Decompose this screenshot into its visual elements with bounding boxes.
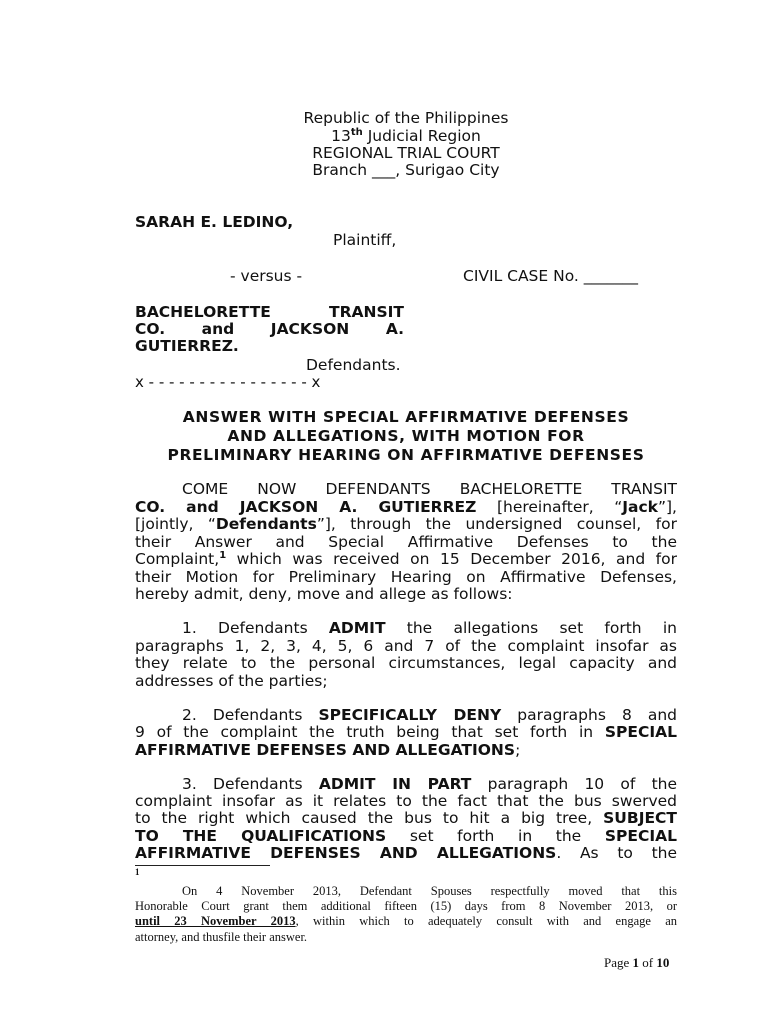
pleading-title-line2: AND ALLEGATIONS, WITH MOTION FOR — [227, 427, 585, 445]
para2-line1: 2. Defendants SPECIFICALLY DENY paragraphs 8 and — [182, 706, 678, 724]
footnote-reference: 1 — [219, 549, 227, 561]
footnote-separator — [135, 865, 270, 866]
defendants-role: Defendants. — [306, 356, 401, 374]
defendants-name-line3: GUTIERREZ. — [135, 337, 239, 355]
para3-line2: complaint insofar as it relates to the fact that the bus swerved — [135, 792, 677, 810]
caption-separator: x - - - - - - - - - - - - - - - - x — [135, 373, 321, 391]
civil-case-number: CIVIL CASE No. _______ — [463, 267, 639, 285]
para1-line1: 1. Defendants ADMIT the allegations set forth in — [182, 619, 677, 637]
header-branch: Branch ___, Surigao City — [312, 161, 500, 179]
intro-line7: hereby admit, deny, move and allege as follows: — [135, 585, 513, 603]
intro-line6: their Motion for Preliminary Hearing on Affirmative Defenses, — [135, 568, 677, 586]
footnote-line4: attorney, and thusfile their answer. — [135, 930, 308, 944]
plaintiff-name: SARAH E. LEDINO, — [135, 213, 294, 231]
para3-line3: to the right which caused the bus to hit a big tree, SUBJECT — [135, 809, 677, 827]
plaintiff-role: Plaintiff, — [333, 231, 397, 249]
para3-line5: AFFIRMATIVE DEFENSES AND ALLEGATIONS. As to the — [135, 844, 678, 862]
header-republic: Republic of the Philippines — [303, 109, 509, 127]
para3-line4: TO THE QUALIFICATIONS set forth in the SPECIAL — [135, 827, 677, 845]
footnote-line2: Honorable Court grant them additional fifteen (15) days from 8 November 2013, or — [135, 899, 677, 913]
intro-line3: [jointly, “Defendants”], through the undersigned counsel, for — [135, 515, 677, 533]
page-number: Page 1 of 10 — [604, 955, 670, 970]
footnote-line3: until 23 November 2013, within which to adequately consult with and engage an — [135, 914, 677, 928]
header-judicial-region: 13th Judicial Region — [331, 126, 481, 145]
footnote-line1: On 4 November 2013, Defendant Spouses respectfully moved that this — [182, 884, 677, 898]
intro-line2: CO. and JACKSON A. GUTIERREZ [hereinafter, “Jack”], — [135, 498, 677, 516]
defendants-name-line2: CO. and JACKSON A. — [135, 320, 404, 338]
footnote-marker: 1 — [135, 867, 140, 877]
intro-line4: their Answer and Special Affirmative Defenses to the — [135, 533, 677, 551]
defendants-name-line1: BACHELORETTE TRANSIT — [135, 303, 404, 321]
para2-line2: 9 of the complaint the truth being that set forth in SPECIAL — [135, 723, 677, 741]
intro-line1: COME NOW DEFENDANTS BACHELORETTE TRANSIT — [182, 480, 677, 498]
pleading-title-line1: ANSWER WITH SPECIAL AFFIRMATIVE DEFENSES — [182, 408, 630, 426]
para1-line2: paragraphs 1, 2, 3, 4, 5, 6 and 7 of the complaint insofar as — [135, 637, 677, 655]
intro-line5: Complaint,$^1$ which was received on 15 December 2016, and for — [135, 549, 677, 568]
para2-line3: AFFIRMATIVE DEFENSES AND ALLEGATIONS; — [135, 741, 521, 759]
para1-line3: they relate to the personal circumstances, legal capacity and — [135, 654, 677, 672]
para3-line1: 3. Defendants ADMIT IN PART paragraph 10 of the — [182, 775, 678, 793]
pleading-title-line3: PRELIMINARY HEARING ON AFFIRMATIVE DEFENSES — [167, 446, 645, 464]
versus-label: - versus - — [230, 267, 303, 285]
header-court-name: REGIONAL TRIAL COURT — [312, 144, 500, 162]
para1-line4: addresses of the parties; — [135, 672, 328, 690]
